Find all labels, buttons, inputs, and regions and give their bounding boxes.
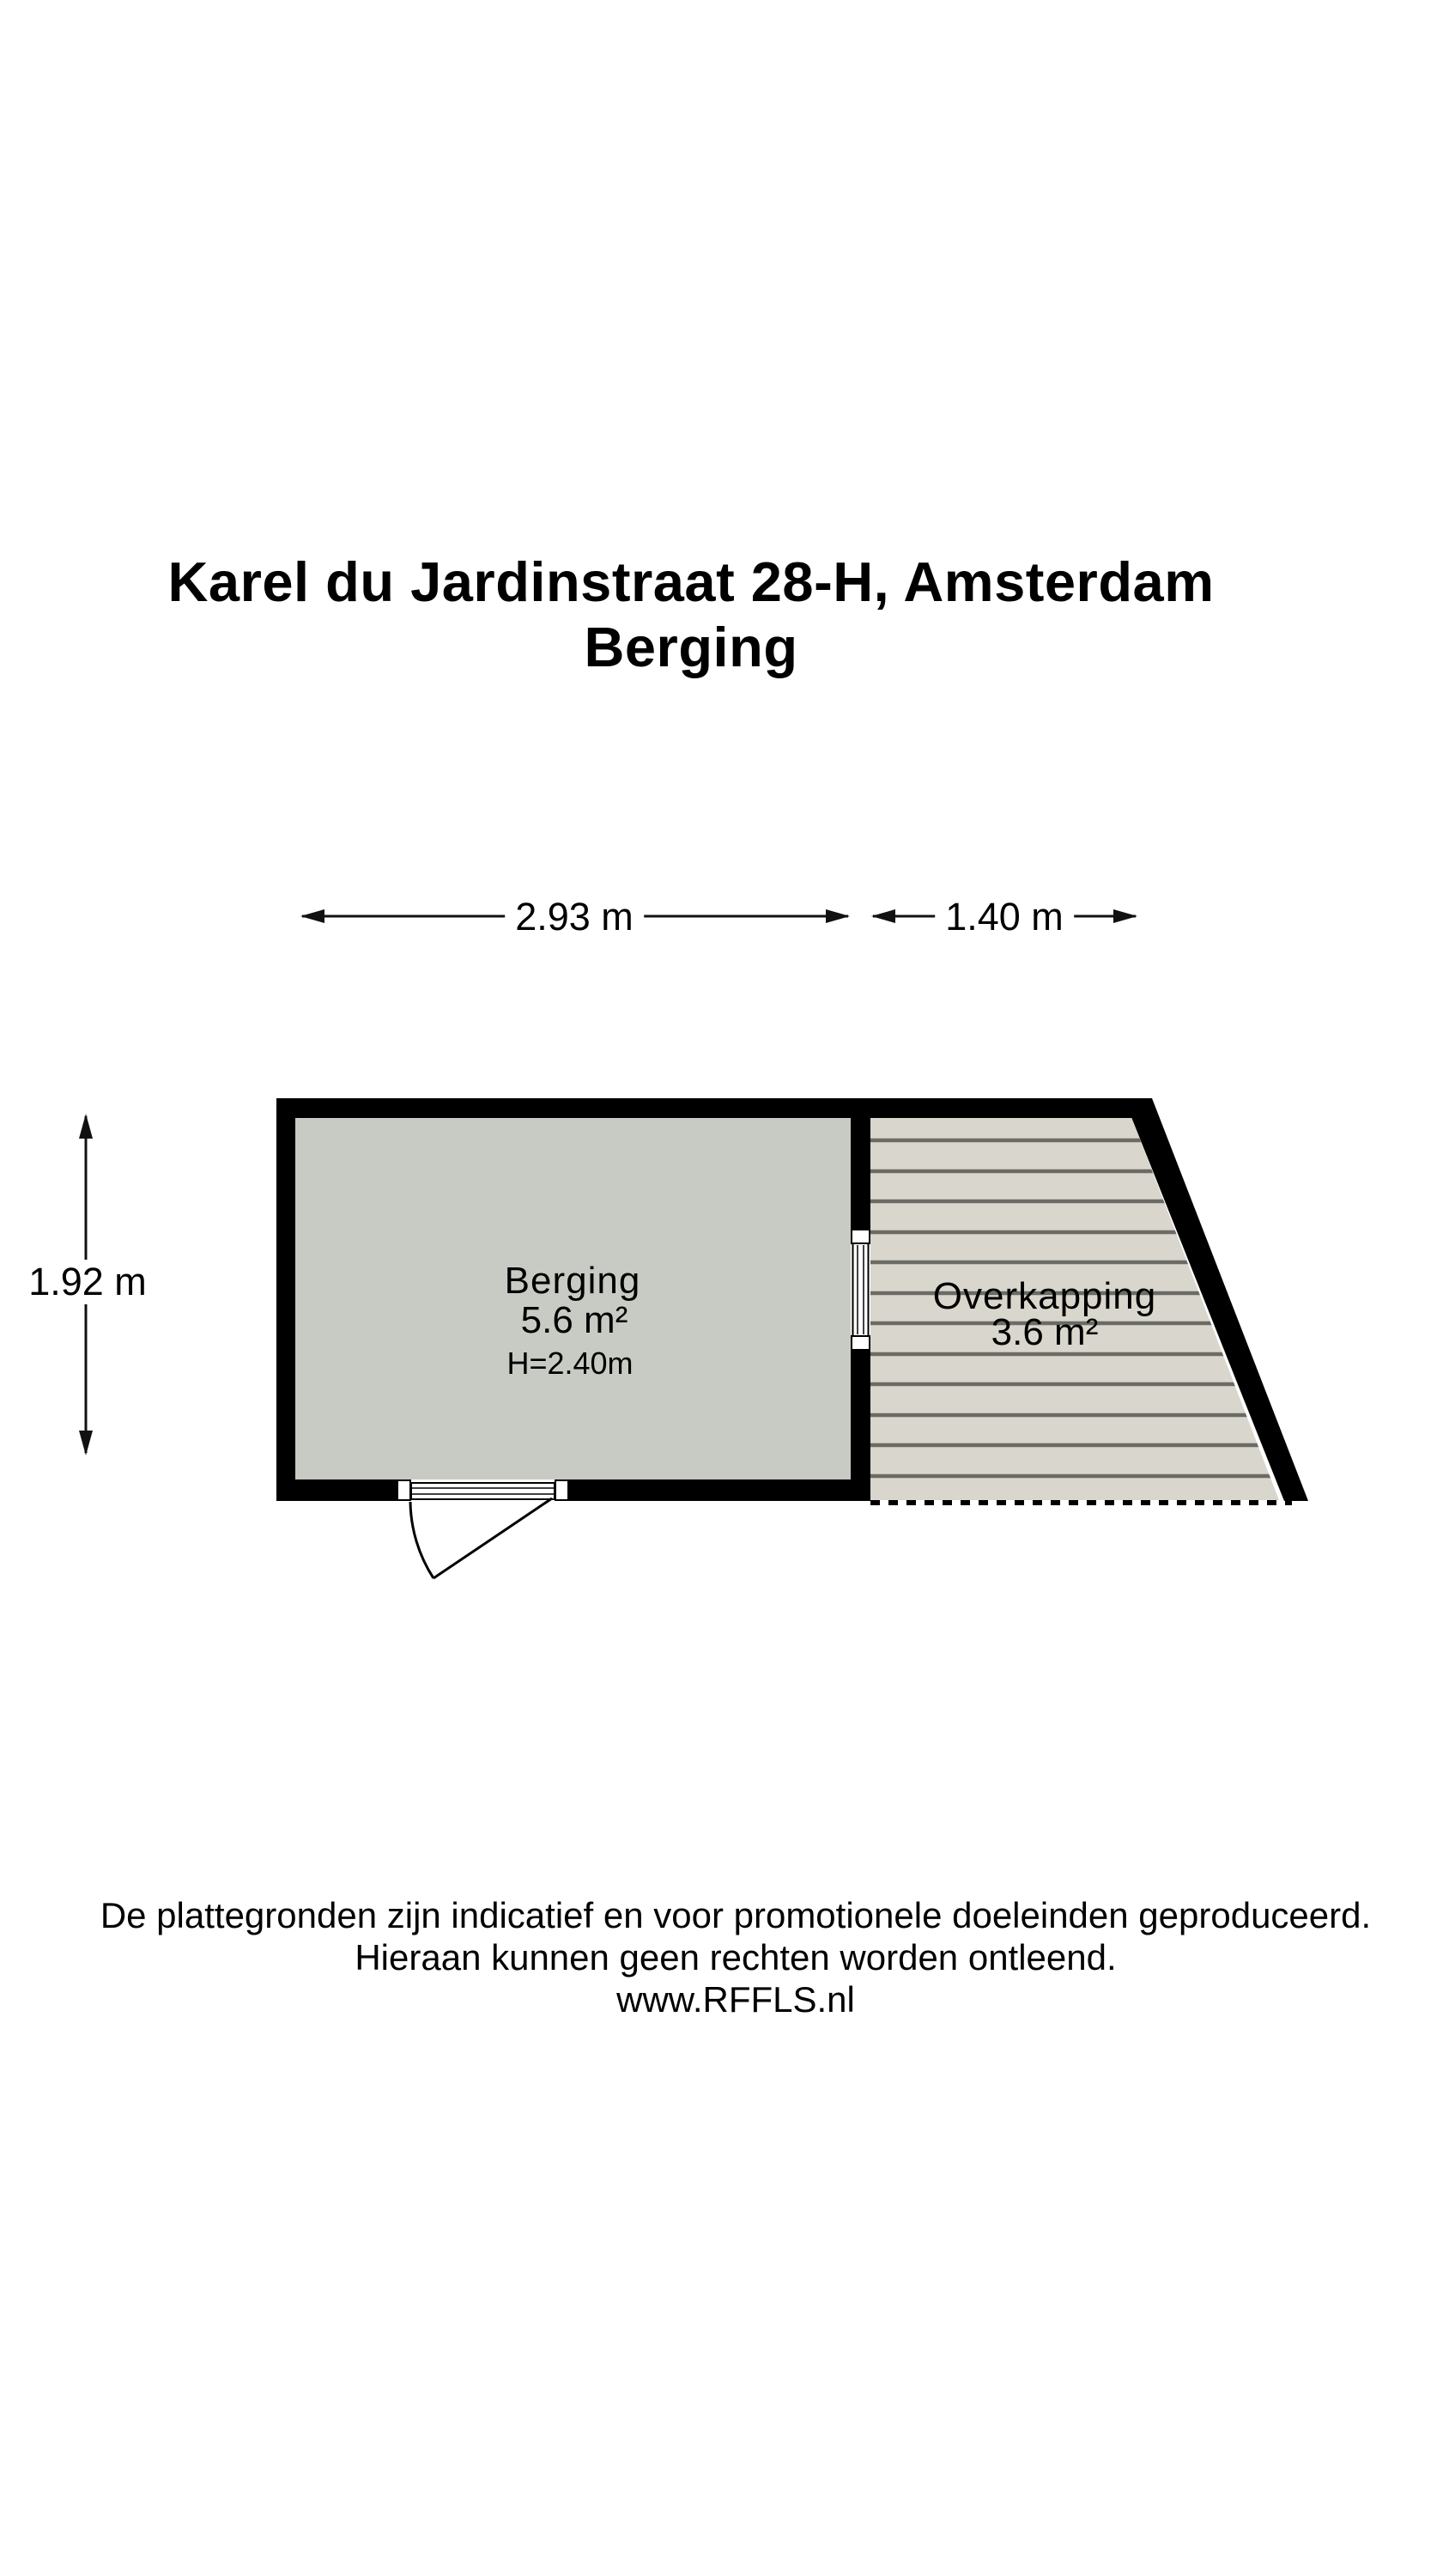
dividing-wall-upper-segment: [851, 1098, 870, 1230]
page-title-floor: Berging: [584, 616, 798, 678]
berging-width-dim-arrowhead-right: [826, 909, 850, 923]
door-jamb-right: [555, 1480, 568, 1500]
berging-depth-dim-arrowhead-bottom: [79, 1431, 93, 1455]
berging-room-name: Berging: [504, 1260, 641, 1302]
bottom-wall-left-segment: [276, 1479, 397, 1501]
overkapping-width-dim-arrowhead-left: [871, 909, 895, 923]
window-sill-bottom: [852, 1336, 870, 1350]
window-glass: [853, 1243, 869, 1336]
footer-disclaimer: [100, 1894, 1371, 2020]
top-wall: [276, 1098, 1152, 1118]
door-swing-arc: [410, 1502, 433, 1578]
bottom-wall-right-segment: [568, 1479, 870, 1501]
overkapping-room-name: Overkapping: [932, 1275, 1157, 1317]
overkapping-width-dim-label: 1.40 m: [935, 895, 1074, 939]
footer-disclaimer-line-2: Hieraan kunnen geen rechten worden ontleend.: [355, 1937, 1117, 1978]
berging-depth-dim-arrowhead-top: [79, 1114, 93, 1139]
overkapping-room-area: 3.6 m²: [991, 1311, 1099, 1353]
window: [852, 1230, 870, 1350]
berging-room-area: 5.6 m²: [520, 1299, 628, 1341]
overkapping-width-dim-arrowhead-right: [1113, 909, 1137, 923]
door: [397, 1480, 568, 1578]
berging-width-dim-arrowhead-left: [300, 909, 324, 923]
page-title-address: Karel du Jardinstraat 28-H, Amsterdam: [167, 550, 1215, 613]
door-jamb-left: [397, 1480, 410, 1500]
footer-disclaimer-line-1: De plattegronden zijn indicatief en voor promotionele doeleinden geproduceerd.: [100, 1895, 1372, 1935]
window-sill-top: [852, 1230, 870, 1243]
berging-depth-dim-label: 1.92 m: [18, 1260, 157, 1304]
door-leaf: [433, 1498, 552, 1578]
left-wall: [276, 1098, 295, 1501]
footer-website: www.RFFLS.nl: [616, 1979, 855, 2020]
berging-width-dim-label: 2.93 m: [505, 895, 644, 939]
door-panel: [411, 1483, 555, 1499]
dividing-wall-lower-segment: [851, 1350, 870, 1501]
berging-ceiling-height: H=2.40m: [506, 1346, 634, 1381]
